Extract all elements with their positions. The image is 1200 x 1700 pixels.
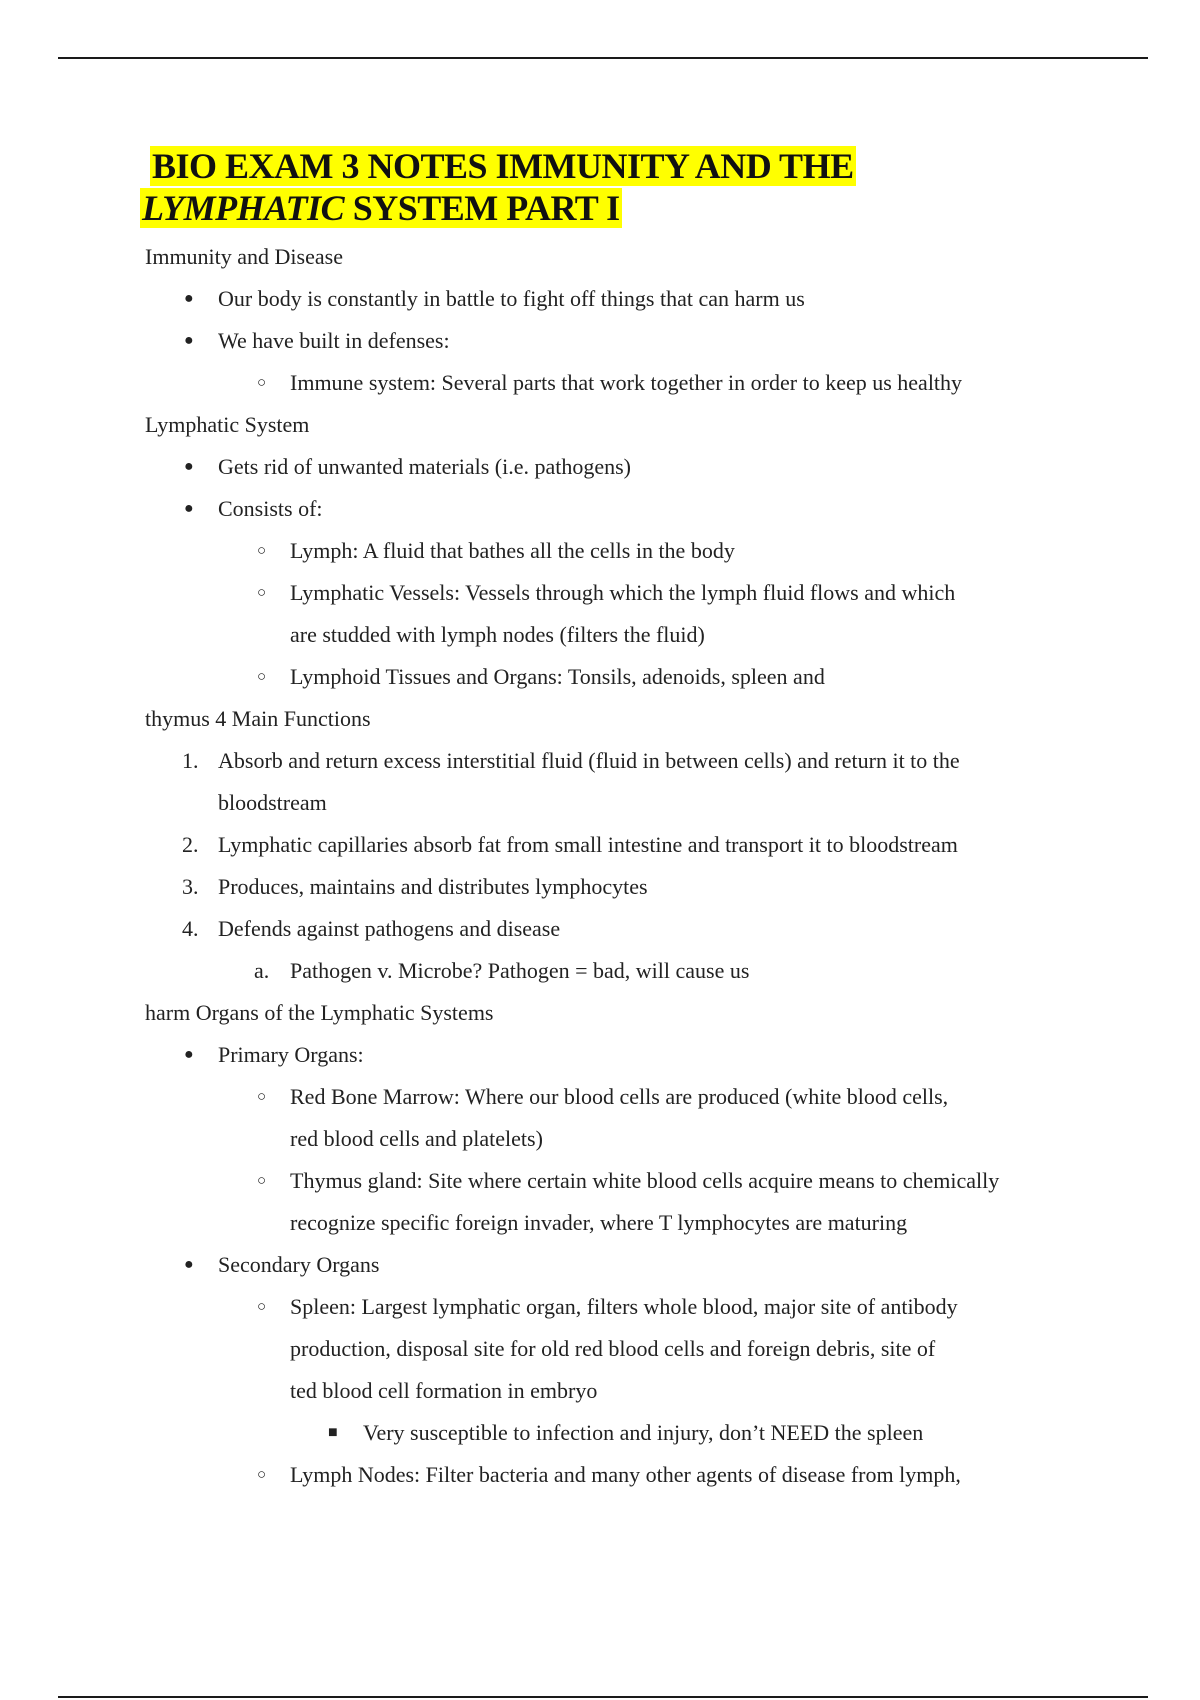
list-item: ○ Lymph: A fluid that bathes all the cells in the body: [0, 530, 1200, 572]
section-heading: Immunity and Disease: [145, 244, 343, 269]
list-item: ○ Lymphatic Vessels: Vessels through which the lymph fluid flows and which: [0, 572, 1200, 614]
title-line-1: BIO EXAM 3 NOTES IMMUNITY AND THE: [152, 146, 854, 186]
bullet-circle-icon: ○: [257, 669, 267, 685]
section-heading: Lymphatic System: [145, 412, 310, 437]
section-heading: thymus 4 Main Functions: [145, 706, 371, 731]
list-item: ■ Very susceptible to infection and injury, don’t NEED the spleen: [0, 1412, 1200, 1454]
numbered-item: 1. Absorb and return excess interstitial fluid (fluid in between cells) and return it to the: [182, 748, 960, 773]
numbered-item: 4. Defends against pathogens and disease: [182, 916, 561, 941]
list-item: ● Primary Organs:: [0, 1034, 1200, 1076]
list-item-continuation: production, disposal site for old red blood cells and foreign debris, site of: [290, 1336, 936, 1361]
lettered-item: a. Pathogen v. Microbe? Pathogen = bad, will cause us: [254, 958, 750, 983]
bullet-square-icon: ■: [328, 1424, 338, 1441]
bullet-circle-icon: ○: [257, 585, 267, 601]
footer-rule: [58, 1696, 1148, 1698]
header-rule: [58, 57, 1148, 59]
bullet-circle-icon: ○: [257, 1173, 267, 1189]
bullet-disc-icon: ●: [184, 332, 194, 349]
list-item-continuation: bloodstream: [218, 790, 327, 815]
list-item: ○ Thymus gland: Site where certain white blood cells acquire means to chemically: [0, 1160, 1200, 1202]
section-heading: harm Organs of the Lymphatic Systems: [145, 1000, 494, 1025]
list-item-continuation: ted blood cell formation in embryo: [290, 1378, 598, 1403]
bullet-disc-icon: ●: [184, 290, 194, 307]
bullet-disc-icon: ●: [184, 1046, 194, 1063]
list-item: ● We have built in defenses:: [0, 320, 1200, 362]
list-item-continuation: are studded with lymph nodes (filters the fluid): [290, 622, 705, 647]
numbered-item: 2. Lymphatic capillaries absorb fat from small intestine and transport it to bloodstream: [182, 832, 958, 857]
numbered-item: 3. Produces, maintains and distributes lymphocytes: [182, 874, 648, 899]
document-body: [0, 236, 1200, 1496]
bullet-circle-icon: ○: [257, 1467, 267, 1483]
title-line-2: SYSTEM PART I: [344, 188, 620, 228]
list-item: ○ Red Bone Marrow: Where our blood cells are produced (white blood cells,: [0, 1076, 1200, 1118]
list-item: ○ Lymph Nodes: Filter bacteria and many other agents of disease from lymph,: [0, 1454, 1200, 1496]
list-item: ○ Immune system: Several parts that work together in order to keep us healthy: [0, 362, 1200, 404]
list-item: ● Our body is constantly in battle to fight off things that can harm us: [0, 278, 1200, 320]
bullet-circle-icon: ○: [257, 375, 267, 391]
list-item: ○ Spleen: Largest lymphatic organ, filters whole blood, major site of antibody: [0, 1286, 1200, 1328]
bullet-disc-icon: ●: [184, 458, 194, 475]
bullet-circle-icon: ○: [257, 1089, 267, 1105]
bullet-disc-icon: ●: [184, 500, 194, 517]
list-item-continuation: recognize specific foreign invader, where T lymphocytes are maturing: [290, 1210, 908, 1235]
list-item: ● Secondary Organs: [0, 1244, 1200, 1286]
list-item-continuation: red blood cells and platelets): [290, 1126, 543, 1151]
list-item: ● Gets rid of unwanted materials (i.e. pathogens): [0, 446, 1200, 488]
bullet-circle-icon: ○: [257, 543, 267, 559]
bullet-disc-icon: ●: [184, 1256, 194, 1273]
title-italic-word: LYMPHATIC: [142, 188, 345, 228]
bullet-circle-icon: ○: [257, 1299, 267, 1315]
list-item: ● Consists of:: [0, 488, 1200, 530]
document-title: [142, 145, 856, 229]
list-item: ○ Lymphoid Tissues and Organs: Tonsils, adenoids, spleen and: [0, 656, 1200, 698]
